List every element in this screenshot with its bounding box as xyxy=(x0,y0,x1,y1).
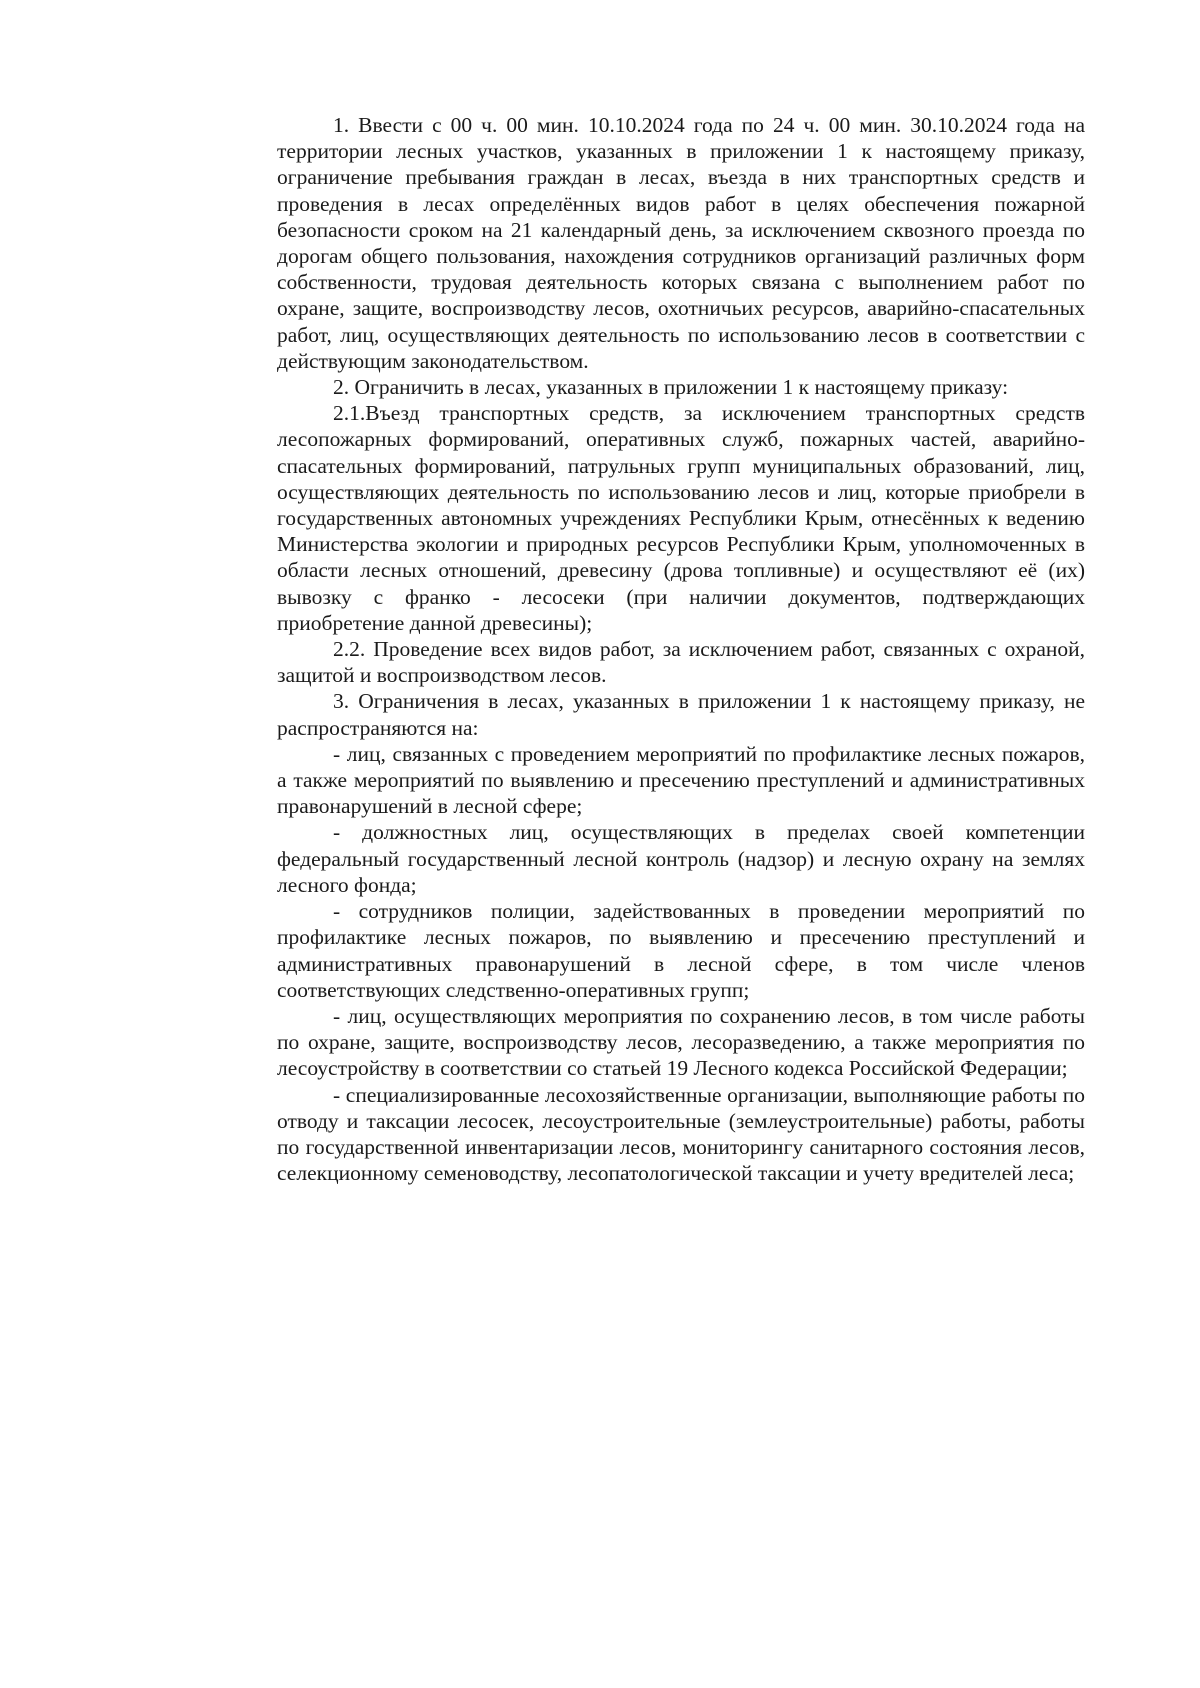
paragraph-1: 1. Ввести с 00 ч. 00 мин. 10.10.2024 года по 24 ч. 00 мин. 30.10.2024 года на территории лесных участков, указанных в приложении 1 к настоящему приказу, ограничение пребывания граждан в лесах, въезда в них транспортных средств и проведения в лесах определённых видов работ в целях обеспечения пожарной безопасности сроком на 21 календарный день, за исключением сквозного проезда по дорогам общего пользования, нахождения сотрудников организаций различных форм собственности, трудовая деятельность которых связана с выполнением работ по охране, защите, воспроизводству лесов, охотничьих ресурсов, аварийно-спасательных работ, лиц, осуществляющих деятельность по использованию лесов в соответствии с действующим законодательством. xyxy=(277,113,1085,373)
list-item-exception-4: - лиц, осуществляющих мероприятия по сохранению лесов, в том числе работы по охране, защите, воспроизводству лесов, лесоразведению, а также мероприятия по лесоустройству в соответствии со статьей 19 Лесного кодекса Российской Федерации; xyxy=(277,1003,1085,1081)
list-item-exception-1: - лиц, связанных с проведением мероприятий по профилактике лесных пожаров, а также мероприятий по выявлению и пресечению преступлений и административных правонарушений в лесной сфере; xyxy=(277,741,1085,819)
paragraph-2-1: 2.1.Въезд транспортных средств, за исключением транспортных средств лесопожарных формирований, оперативных служб, пожарных частей, аварийно-спасательных формирований, патрульных групп муниципальных образований, лиц, осуществляющих деятельность по использованию лесов и лиц, которые приобрели в государственных автономных учреждениях Республики Крым, отнесённых к ведению Министерства экологии и природных ресурсов Республики Крым, уполномоченных в области лесных отношений, древесину (дрова топливные) и осуществляют её (их) вывозку с франко - лесосеки (при наличии документов, подтверждающих приобретение данной древесины); xyxy=(277,401,1085,635)
paragraph-2: 2. Ограничить в лесах, указанных в приложении 1 к настоящему приказу: xyxy=(333,375,1009,400)
list-item-exception-5: - специализированные лесохозяйственные организации, выполняющие работы по отводу и таксации лесосек, лесоустроительные (землеустроительные) работы, работы по государственной инвентаризации лесов, мониторингу санитарного состояния лесов, селекционному семеноводству, лесопатологической таксации и учету вредителей леса; xyxy=(277,1082,1085,1186)
paragraph-3: 3. Ограничения в лесах, указанных в приложении 1 к настоящему приказу, не распространяются на: xyxy=(277,689,1085,740)
paragraph-2-2: 2.2. Проведение всех видов работ, за исключением работ, связанных с охраной, защитой и воспроизводством лесов. xyxy=(277,637,1085,688)
document-body xyxy=(277,112,1085,1186)
list-item-exception-2: - должностных лиц, осуществляющих в пределах своей компетенции федеральный государственный лесной контроль (надзор) и лесную охрану на землях лесного фонда; xyxy=(277,820,1085,897)
list-item-exception-3: - сотрудников полиции, задействованных в проведении мероприятий по профилактике лесных пожаров, по выявлению и пресечению преступлений и административных правонарушений в лесной сфере, в том числе членов соответствующих следственно-оперативных групп; xyxy=(277,899,1085,1002)
